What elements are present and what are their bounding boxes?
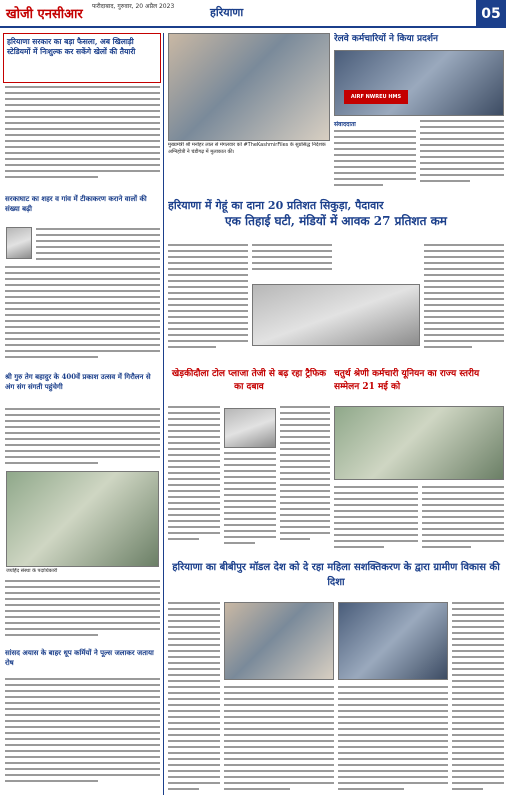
left-bottom-body (5, 678, 160, 796)
toll-portrait (224, 408, 276, 448)
main-body-col4 (424, 244, 504, 364)
left-group-photo (6, 471, 159, 567)
masthead (0, 0, 506, 28)
cm-photo-caption: मुख्यमंत्री श्री मनोहर लाल से मंगलवार को #TheKashmirFiles के सुप्रसिद्ध निर्देशक अग्निहोत्री ने चंडीगढ़ में मुलाकात की। (168, 142, 330, 166)
rail-headline: रेलवे कर्मचारियों ने किया प्रदर्शन (334, 34, 439, 44)
left-photo-caption: जयहिंद संस्था के पदाधिकारी (6, 568, 159, 576)
bottom-headline: हरियाणा का बीबीपुर मॉडल देश को दे रहा महिला सशक्तिकरण के द्वारा ग्रामीण विकास की दिशा (172, 562, 500, 588)
rail-body-b (420, 120, 504, 196)
rail-headline-block (334, 33, 504, 47)
left-mid-portrait (6, 227, 32, 259)
main-headline-line2: एक तिहाई घटी, मंडियों में आवक 27 प्रतिशत कम (225, 214, 447, 228)
bottom-body-col4 (452, 602, 504, 794)
mandi-photo (252, 284, 420, 346)
main-headline-line1: हरियाणा में गेहूं का दाना 20 प्रतिशत सिकुड़ा, पैदावार (168, 199, 384, 212)
main-headline-block (168, 198, 504, 238)
left-bottom-headline: सांसद अयास के बाहर धूप कर्मियों ने पूल्स जलाकर जताया रोष (5, 648, 154, 667)
union-headline-block (334, 368, 504, 402)
left-top-body (5, 86, 160, 188)
brand-name: खोजी एनसीआर (6, 7, 83, 22)
left-top-story-box (3, 33, 161, 83)
cm-meeting-photo (168, 33, 330, 141)
left-bottom-headline-block (5, 648, 160, 672)
rail-protest-photo (334, 50, 504, 116)
section-title: हरियाणा (210, 6, 244, 19)
dateline: फरीदाबाद, गुरुवार, 20 अप्रैल 2023 (92, 3, 175, 10)
toll-body-col1 (168, 406, 220, 554)
column-divider (163, 33, 164, 795)
left-lower-body-b (5, 580, 160, 642)
left-top-headline: हरियाणा सरकार का बड़ा फैसला, अब खिलाड़ी स्टेडियमों में निःशुल्क कर सकेंगे खेलों की तैयारी (7, 37, 136, 56)
bottom-body-col1 (168, 602, 220, 794)
main-body-col1 (168, 244, 248, 364)
left-mid-headline: सरकाघाट का शहर व गांव में टीकाकरण कराने वालों की संख्या बढ़ी (5, 194, 147, 213)
rail-body-a (334, 130, 416, 196)
bibipur-photo-1 (224, 602, 334, 680)
toll-body-col2 (224, 452, 276, 554)
left-lower-headline: श्री गुरु तेग बहादुर के 400वें प्रकाश उत्सव में गिरौलन से अंग संग संगती पहुंचेगी (5, 372, 151, 391)
union-photo (334, 406, 504, 480)
left-mid-body-a (36, 228, 160, 268)
left-lower-headline-block (5, 372, 160, 404)
main-body-col2a (252, 244, 332, 280)
union-body-a (334, 486, 418, 556)
rail-protest-banner: AIRF NWREU HMS (344, 90, 408, 104)
rail-kicker: संवाददाता (334, 121, 356, 128)
union-body-b (422, 486, 504, 556)
bottom-body-col3 (338, 686, 448, 794)
left-mid-headline-block (5, 194, 160, 218)
toll-headline: खेड़कीदौला टोल प्लाजा तेजी से बढ़ रहा ट्रैफिक का दबाव (171, 369, 327, 392)
bottom-headline-block (168, 560, 504, 596)
toll-headline-block (168, 368, 330, 402)
union-headline: चतुर्थ श्रेणी कर्मचारी यूनियन का राज्य स्तरीय सम्मेलन 21 मई को (334, 369, 480, 392)
bibipur-photo-2 (338, 602, 448, 680)
left-lower-body-a (5, 408, 160, 470)
left-mid-body-b (5, 266, 160, 376)
page-number: 05 (476, 0, 506, 28)
bottom-body-col2 (224, 686, 334, 794)
toll-body-col3 (280, 406, 330, 554)
